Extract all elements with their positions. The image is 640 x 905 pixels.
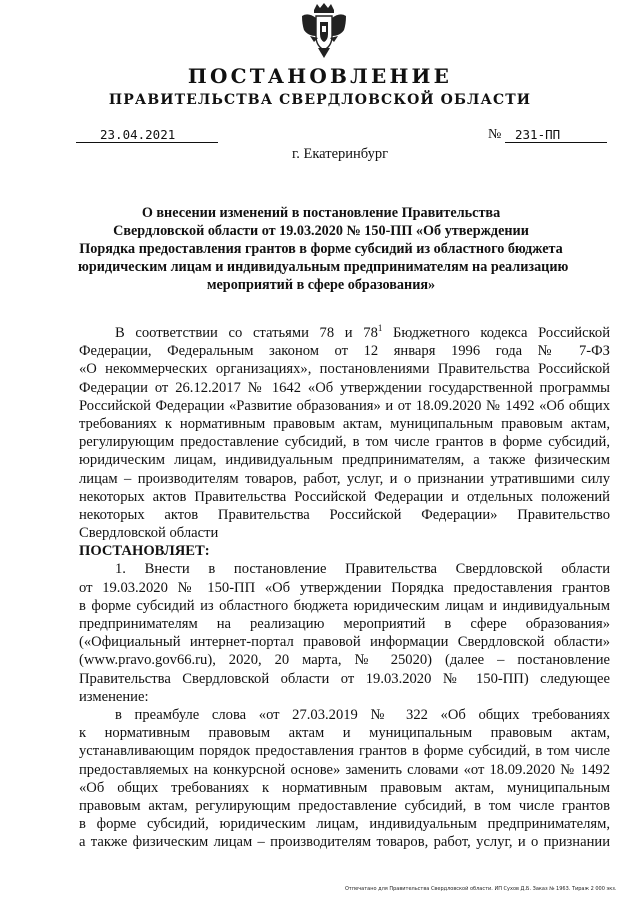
- title-line: Порядка предоставления грантов в форме субсидий из областного бюджета: [79, 241, 563, 257]
- item1-line: от 19.03.2020 № 150-ПП «Об утверждении Порядка предоставления грантов: [79, 579, 610, 596]
- issuer-name: ПРАВИТЕЛЬСТВА СВЕРДЛОВСКОЙ ОБЛАСТИ: [108, 92, 532, 108]
- document-number: 231-ПП: [505, 128, 607, 143]
- preamble-line: юридическим лицам, индивидуальным предпринимателям, а также физическим: [79, 452, 610, 469]
- preamble-line: некоторых актов Правительства Российской Федерации и отдельных положений: [79, 488, 610, 505]
- item2-line: предоставляемых на конкурсной основе» заменить словами «от 18.09.2020 № 1492: [79, 761, 610, 778]
- document-body: [79, 324, 610, 851]
- preamble-line: некоторых актов Правительства Российской Федерации» Правительство: [79, 506, 610, 523]
- item1-line: («Официальный интернет-портал правовой информации Свердловской области»: [79, 634, 610, 651]
- item1-line: Правительства Свердловской области от 19.03.2020 № 150-ПП) следующее: [79, 670, 610, 687]
- item2-line: «Об общих требованиях к нормативным правовым актам, муниципальным: [79, 779, 610, 796]
- title-line: Свердловской области от 19.03.2020 № 150-ПП «Об утверждении: [113, 223, 529, 239]
- preamble-line: требованиях к нормативным правовым актам, муниципальным правовым актам,: [79, 415, 610, 432]
- title-line: О внесении изменений в постановление Правительства: [141, 205, 501, 221]
- item2-line: устанавливающим порядок предоставления грантов в форме субсидий, в том числе: [79, 743, 610, 760]
- preamble-line: лицам – производителям товаров, работ, услуг, и о признании утратившими силу: [79, 470, 610, 487]
- title-line: юридическим лицам и индивидуальным предпринимателям на реализацию: [78, 259, 569, 275]
- preamble-line: Федерации, Федеральным законом от 12 января 1996 года № 7-ФЗ: [79, 343, 610, 360]
- document-title: [78, 204, 569, 294]
- superscript: 1: [377, 323, 383, 334]
- sverdlovsk-coat-of-arms-icon: [300, 2, 348, 60]
- number-sign: №: [488, 127, 502, 142]
- city-name: г. Екатеринбург: [291, 146, 389, 162]
- document-date: 23.04.2021: [76, 128, 218, 143]
- item2-line: в преамбуле слова «от 27.03.2019 № 322 «Об общих требованиях: [115, 706, 610, 723]
- item1-line: (www.pravo.gov66.ru), 2020, 20 марта, № 25020) (далее – постановление: [79, 652, 610, 669]
- item2-line: правовым актам, регулирующим предоставление субсидий, в том числе грантов: [79, 797, 610, 814]
- item1-line: в форме субсидий из областного бюджета юридическим лицам и индивидуальным: [79, 597, 610, 614]
- preamble-line: Федерации от 26.12.2017 № 1642 «Об утверждении государственной программы: [79, 379, 610, 396]
- document-type: ПОСТАНОВЛЕНИЕ: [187, 64, 453, 88]
- city: [0, 146, 640, 163]
- preamble-line: регулирующим предоставление субсидий, в том числе грантов в форме субсидий,: [79, 434, 610, 451]
- preamble-line: Свердловской области: [79, 525, 219, 542]
- preamble-first-line: [79, 324, 610, 342]
- preamble-text: Бюджетного кодекса Российской: [382, 325, 611, 341]
- decree-word: ПОСТАНОВЛЯЕТ:: [79, 543, 210, 560]
- print-footer: Отпечатано для Правительства Свердловской области. ИП Сухов Д.Б. Заказ № 1963. Тираж 2 000 экз.: [345, 886, 617, 892]
- item1-line: 1. Внести в постановление Правительства Свердловской области: [115, 561, 610, 578]
- item1-line: предпринимателям на реализацию мероприятий в сфере образования»: [79, 616, 610, 632]
- item1-line: изменение:: [79, 688, 149, 705]
- item2-line: а также физическим лицам – производителям товаров, работ, услуг, и о признании: [79, 834, 610, 851]
- item2-line: в форме субсидий, юридическим лицам, индивидуальным предпринимателям,: [79, 816, 610, 833]
- preamble-text: В соответствии со статьями 78 и 78: [115, 325, 378, 341]
- preamble-line: «О некоммерческих организациях», постановлениями Правительства Российской: [79, 361, 610, 378]
- preamble-line: Российской Федерации «Развитие образования» и от 18.09.2020 № 1492 «Об общих: [79, 397, 610, 414]
- item2-line: к нормативным правовым актам и муниципальным правовым актам,: [79, 725, 610, 742]
- title-line: мероприятий в сфере образования»: [206, 277, 436, 293]
